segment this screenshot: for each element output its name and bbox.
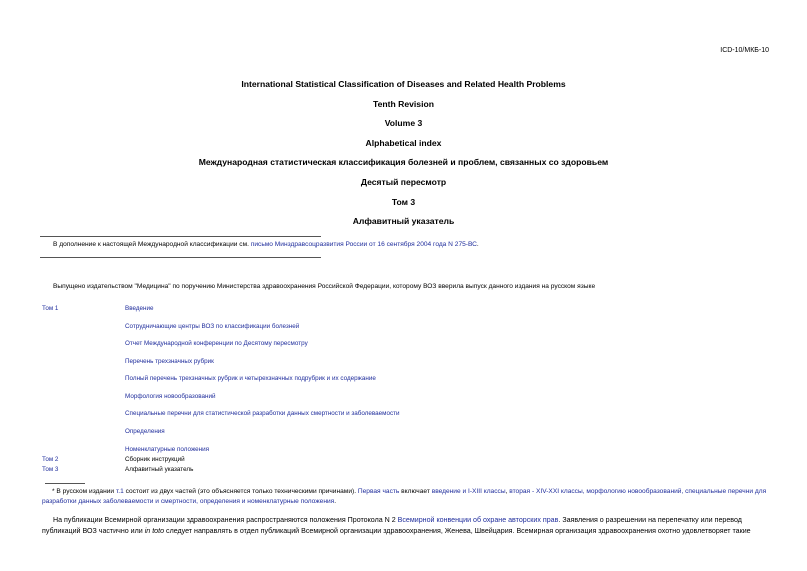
volume-ru: Том 3 [391, 196, 416, 207]
publication-note: Выпущено издательством "Медицина" по поручению Министерства здравоохранения Российской Федерации, которому ВОЗ вверила выпуск данного издания на русском языке [53, 283, 596, 290]
volume3-label[interactable]: Том 3 [42, 466, 59, 473]
revision-en: Tenth Revision [373, 98, 434, 109]
copyright-italic: in toto [144, 527, 165, 535]
toc-link-introduction[interactable]: Введение [125, 305, 154, 312]
volume2-title: Сборник инструкций [125, 456, 185, 463]
subtitle-en: Alphabetical index [365, 137, 442, 148]
footnote-text: состоит из двух частей (это объясняется только техническими причинами). [123, 488, 358, 495]
toc-link-three-char-list[interactable]: Перечень трехзначных рубрик [125, 358, 214, 365]
footnote-link-part2[interactable]: вторая - XIV-XXI классы, морфологию новообразований, специальные перечни для [509, 488, 767, 495]
copyright-convention-link[interactable]: Всемирной конвенции об охране авторских прав [397, 516, 559, 524]
supplement-note-text: В дополнение к настоящей Международной классификации см. [53, 241, 251, 248]
footnote [42, 487, 768, 507]
volume1-label[interactable]: Том 1 [42, 305, 59, 312]
volume-en: Volume 3 [384, 118, 423, 129]
footnote-text: включает [399, 488, 432, 495]
title-ru: Международная статистическая классификация болезней и проблем, связанных со здоровьем [198, 157, 609, 168]
footnote-text: . [334, 498, 337, 505]
supplement-note-end: . [476, 241, 479, 248]
copyright-text: . Заявления о разрешении на перепечатку или перевод [558, 516, 742, 524]
footnote-link-part2-cont[interactable]: разработки данных заболеваемости и смертности, определения и номенклатурные положения [42, 498, 335, 505]
copyright-text: следует направлять в отдел публикаций Всемирной организации здравоохранения, Женева, Швейцария. Всемирная организация здравоохранения охотно удовлетворяет такие [164, 527, 751, 535]
volume2-label[interactable]: Том 2 [42, 456, 59, 463]
footnote-text: , [505, 488, 510, 495]
footnote-text: * В русском издании [52, 488, 116, 495]
toc-link-conference-report[interactable]: Отчет Международной конференции по Десятому пересмотру [125, 340, 308, 347]
revision-ru: Десятый пересмотр [360, 176, 447, 187]
copyright-text: публикаций ВОЗ частично или [42, 527, 145, 535]
copyright-text: На публикации Всемирной организации здравоохранения распространяются положения Протокола N 2 [53, 516, 398, 524]
toc-link-collaborating-centres[interactable]: Сотрудничающие центры ВОЗ по классификации болезней [125, 323, 300, 330]
supplement-note [53, 241, 479, 248]
footnote-link-vol1[interactable]: т.1 [115, 488, 124, 495]
divider-top [40, 236, 321, 237]
footnote-link-classes-1-13[interactable]: введение и I-XIII классы [431, 488, 506, 495]
volume3-title: Алфавитный указатель [125, 466, 194, 473]
toc-link-special-lists[interactable]: Специальные перечни для статистической разработки данных смертности и заболеваемости [125, 410, 400, 417]
document-code: ICD-10/МКБ-10 [720, 47, 769, 54]
copyright-notice [42, 515, 768, 537]
toc-link-morphology[interactable]: Морфология новообразований [125, 393, 216, 400]
subtitle-ru: Алфавитный указатель [352, 216, 455, 227]
title-en: International Statistical Classification of Diseases and Related Health Problems [241, 79, 566, 89]
footnote-link-part1[interactable]: Первая часть [357, 488, 400, 495]
footnote-divider [45, 483, 85, 484]
toc-link-nomenclature[interactable]: Номенклатурные положения [125, 446, 210, 453]
ministry-letter-link[interactable]: письмо Минздравсоцразвития России от 16 сентября 2004 года N 275-ВС [250, 241, 477, 248]
divider-bottom [40, 257, 321, 258]
title-block [0, 78, 807, 235]
toc-link-tabular-list[interactable]: Полный перечень трехзначных рубрик и четырехзначных подрубрик и их содержание [125, 375, 376, 382]
toc-link-definitions[interactable]: Определения [125, 428, 165, 435]
